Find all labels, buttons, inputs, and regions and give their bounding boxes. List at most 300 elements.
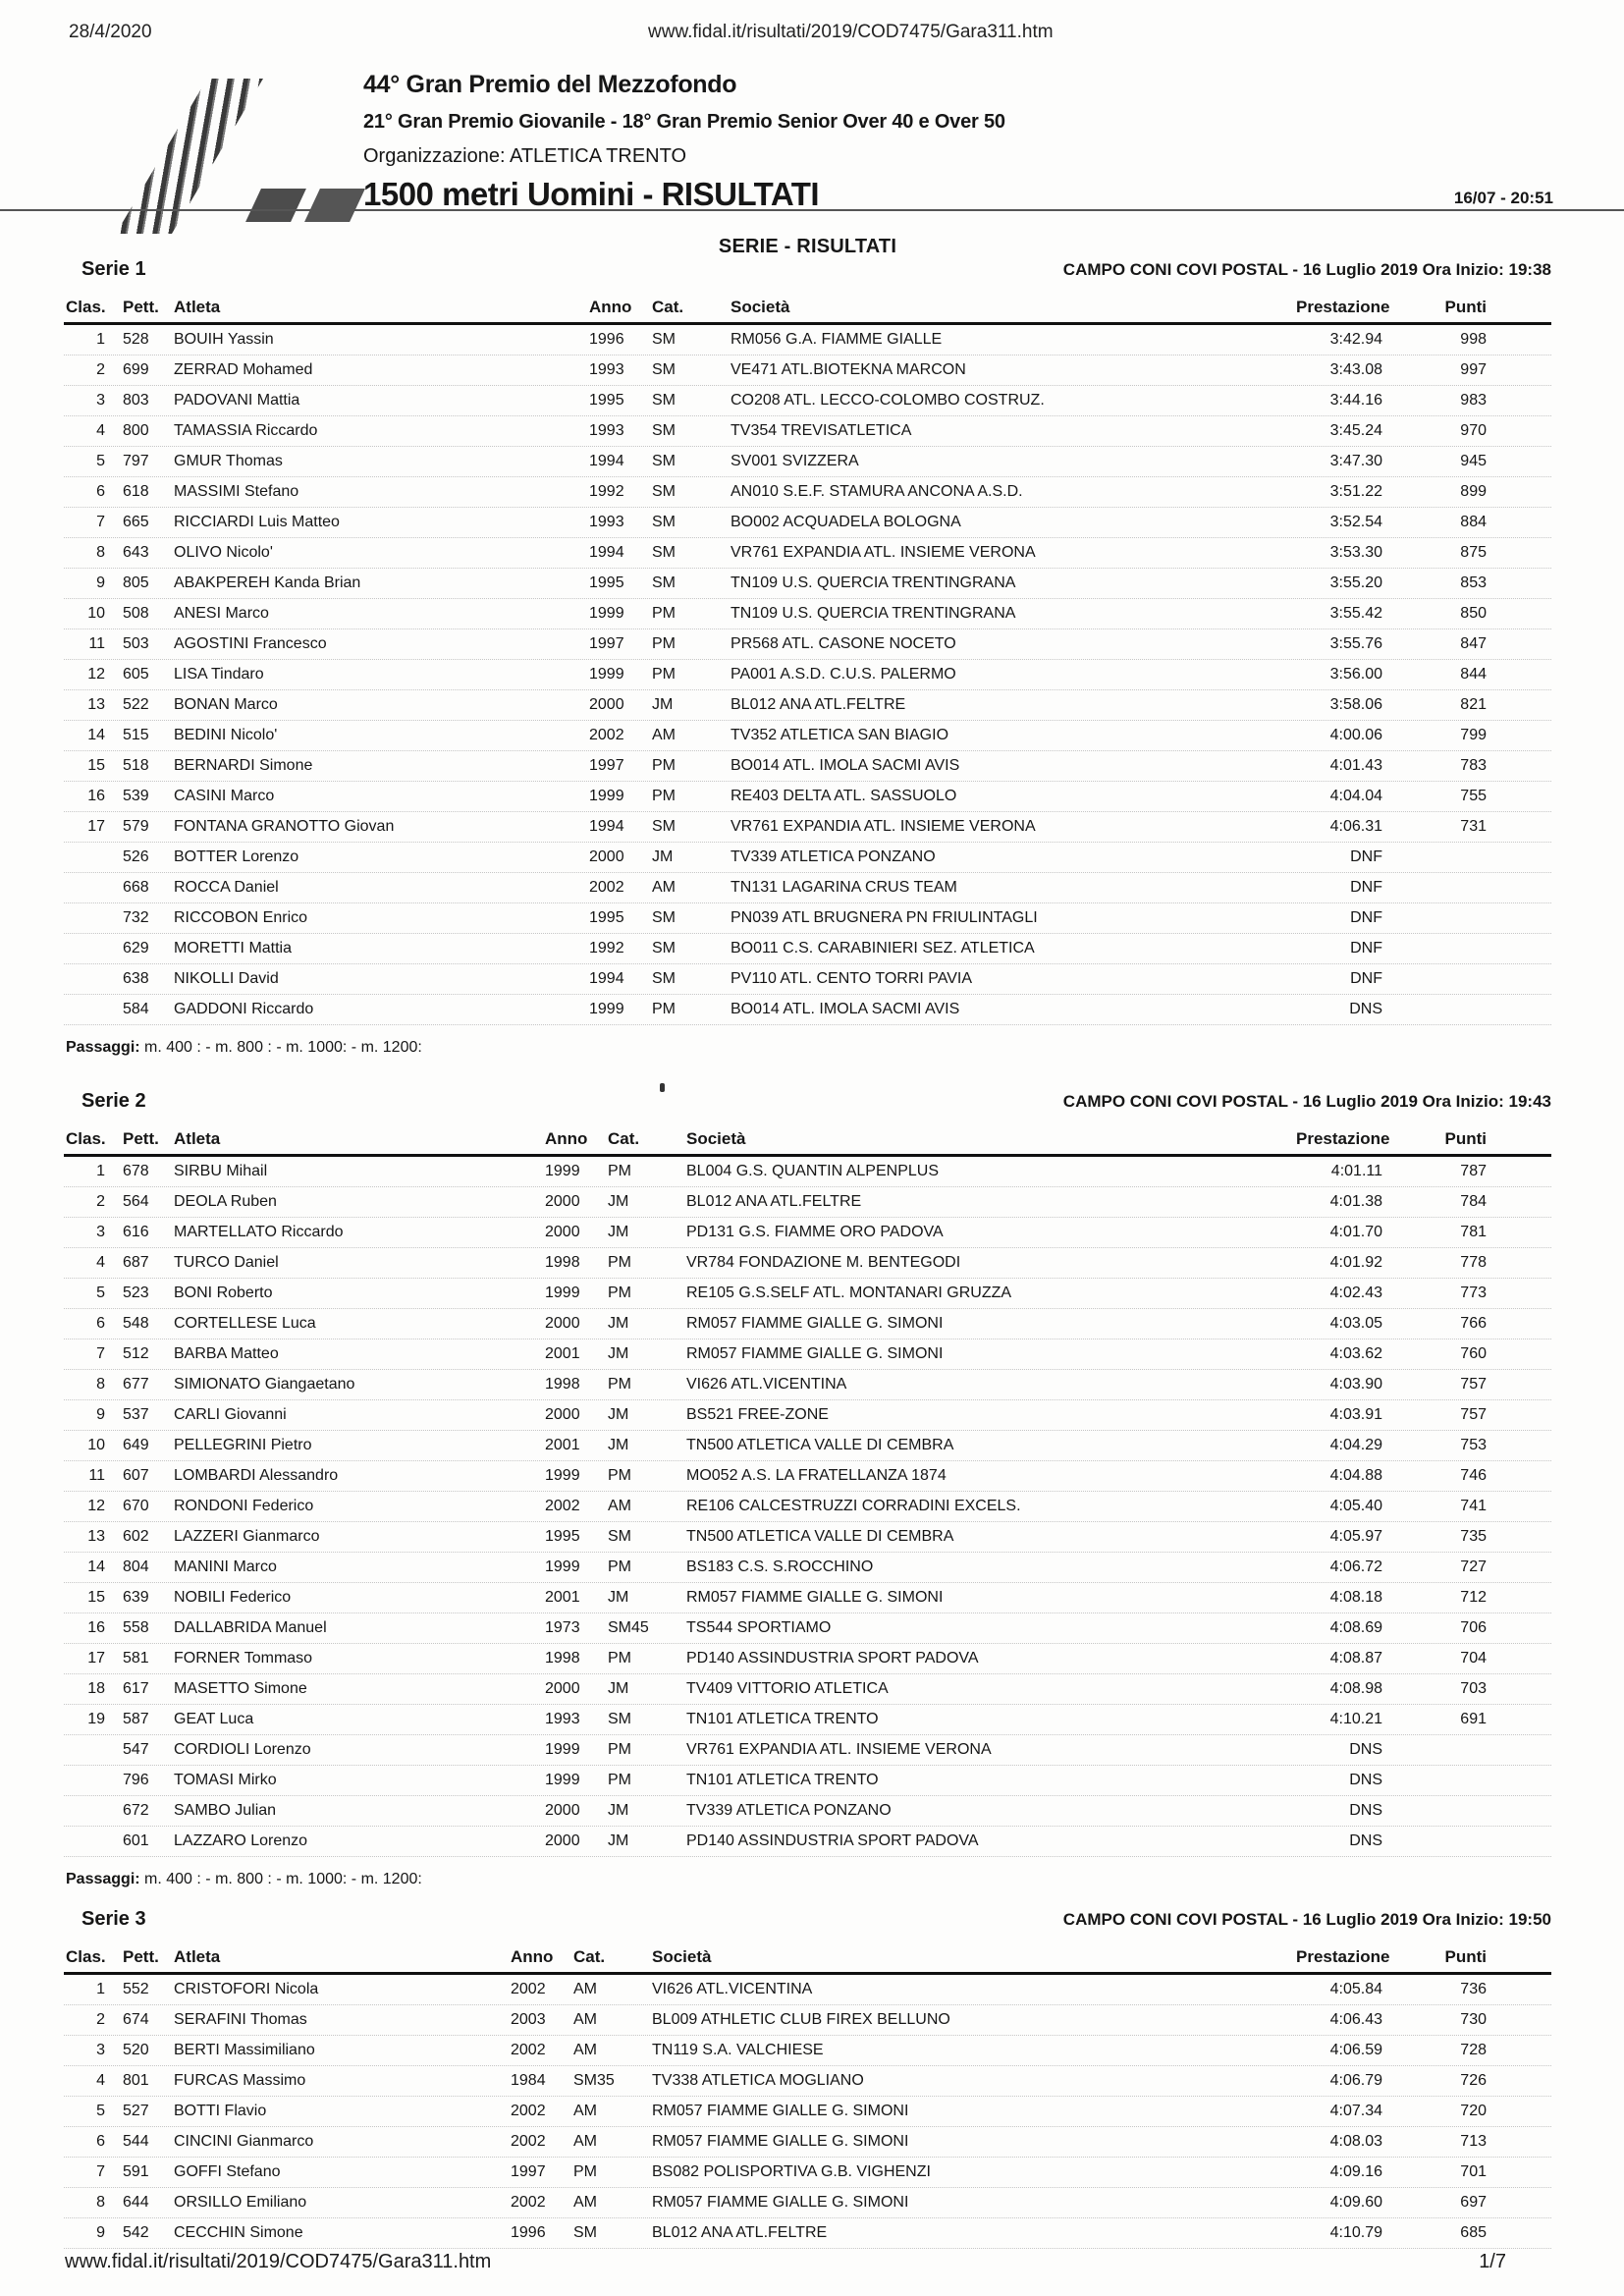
cell-cat: SM xyxy=(652,544,676,561)
cell-punti: 755 xyxy=(1460,788,1487,804)
cell-pett: 643 xyxy=(123,544,149,561)
cell-punti: 736 xyxy=(1460,1981,1487,1997)
cell-atleta: RONDONI Federico xyxy=(174,1498,314,1514)
cell-punti: 726 xyxy=(1460,2072,1487,2089)
table-row xyxy=(64,1827,1551,1857)
cell-pett: 564 xyxy=(123,1193,149,1210)
cell-atleta: SIMIONATO Giangaetano xyxy=(174,1376,355,1393)
cell-societa: TV339 ATLETICA PONZANO xyxy=(686,1802,892,1819)
table-row xyxy=(64,873,1551,903)
cell-anno: 1995 xyxy=(589,909,624,926)
table-row xyxy=(64,538,1551,569)
cell-pett: 629 xyxy=(123,940,149,957)
table-row xyxy=(64,1553,1551,1583)
cell-clas: 1 xyxy=(96,1163,105,1179)
cell-anno: 1999 xyxy=(545,1467,580,1484)
cell-clas: 4 xyxy=(96,1254,105,1271)
cell-punti: 781 xyxy=(1460,1224,1487,1240)
cell-atleta: BONAN Marco xyxy=(174,696,278,713)
cell-cat: SM xyxy=(652,392,676,409)
cell-societa: VE471 ATL.BIOTEKNA MARCON xyxy=(731,361,966,378)
table-row xyxy=(64,1248,1551,1279)
header-cell-clas: Clas. xyxy=(66,1129,106,1148)
race-title: 1500 metri Uomini - RISULTATI xyxy=(363,176,820,212)
cell-punti: 757 xyxy=(1460,1406,1487,1423)
cell-pett: 796 xyxy=(123,1772,149,1788)
cell-clas: 3 xyxy=(96,392,105,409)
cell-anno: 1973 xyxy=(545,1619,580,1636)
cell-cat: SM xyxy=(652,483,676,500)
table-body xyxy=(64,1975,1551,2249)
cell-pett: 674 xyxy=(123,2011,149,2028)
cell-anno: 1999 xyxy=(589,1001,624,1017)
cell-pett: 508 xyxy=(123,605,149,622)
cell-atleta: NIKOLLI David xyxy=(174,970,279,987)
cell-societa: BL004 G.S. QUANTIN ALPENPLUS xyxy=(686,1163,939,1179)
cell-cat: PM xyxy=(608,1254,631,1271)
cell-anno: 2002 xyxy=(511,2133,546,2150)
cell-societa: VR761 EXPANDIA ATL. INSIEME VERONA xyxy=(731,544,1036,561)
cell-societa: TN500 ATLETICA VALLE DI CEMBRA xyxy=(686,1437,954,1453)
passaggi-note xyxy=(64,1039,1551,1057)
header-cell-punti: Punti xyxy=(1444,1129,1487,1148)
fidal-logo xyxy=(116,71,342,238)
cell-atleta: LOMBARDI Alessandro xyxy=(174,1467,339,1484)
cell-anno: 1993 xyxy=(589,514,624,530)
series-section xyxy=(64,1057,1551,1888)
cell-societa: RM057 FIAMME GIALLE G. SIMONI xyxy=(686,1589,944,1606)
cell-societa: RM057 FIAMME GIALLE G. SIMONI xyxy=(652,2103,909,2119)
cell-cat: SM45 xyxy=(608,1619,649,1636)
table-row xyxy=(64,660,1551,690)
cell-prestazione: 3:51.22 xyxy=(1329,483,1382,500)
cell-punti: 735 xyxy=(1460,1528,1487,1545)
cell-societa: BS082 POLISPORTIVA G.B. VIGHENZI xyxy=(652,2163,931,2180)
cell-pett: 670 xyxy=(123,1498,149,1514)
cell-anno: 1999 xyxy=(545,1163,580,1179)
cell-clas: 7 xyxy=(96,514,105,530)
cell-pett: 801 xyxy=(123,2072,149,2089)
table-row xyxy=(64,2218,1551,2249)
cell-pett: 618 xyxy=(123,483,149,500)
cell-punti: 741 xyxy=(1460,1498,1487,1514)
cell-pett: 699 xyxy=(123,361,149,378)
table-row xyxy=(64,1766,1551,1796)
event-title: 44° Gran Premio del Mezzofondo xyxy=(363,71,737,98)
cell-prestazione: 4:01.92 xyxy=(1329,1254,1382,1271)
cell-societa: RM056 G.A. FIAMME GIALLE xyxy=(731,331,943,348)
cell-pett: 518 xyxy=(123,757,149,774)
header-cell-prestazione: Prestazione xyxy=(1296,1129,1390,1148)
cell-clas: 14 xyxy=(87,727,105,743)
cell-atleta: SAMBO Julian xyxy=(174,1802,277,1819)
cell-prestazione: 3:43.08 xyxy=(1329,361,1382,378)
table-row xyxy=(64,2188,1551,2218)
cell-anno: 2000 xyxy=(545,1224,580,1240)
cell-pett: 544 xyxy=(123,2133,149,2150)
cell-clas: 6 xyxy=(96,1315,105,1332)
cell-prestazione: DNS xyxy=(1349,1772,1382,1788)
cell-pett: 677 xyxy=(123,1376,149,1393)
cell-cat: PM xyxy=(652,788,676,804)
cell-atleta: FURCAS Massimo xyxy=(174,2072,306,2089)
header-cell-anno: Anno xyxy=(589,298,632,316)
cell-societa: AN010 S.E.F. STAMURA ANCONA A.S.D. xyxy=(731,483,1023,500)
cell-atleta: CARLI Giovanni xyxy=(174,1406,287,1423)
cell-punti: 753 xyxy=(1460,1437,1487,1453)
cell-punti: 685 xyxy=(1460,2224,1487,2241)
cell-prestazione: 4:08.98 xyxy=(1329,1680,1382,1697)
header-cell-punti: Punti xyxy=(1444,298,1487,316)
cell-punti: 704 xyxy=(1460,1650,1487,1667)
series-venue: CAMPO CONI COVI POSTAL - 16 Luglio 2019 Ora Inizio: 19:50 xyxy=(1062,1910,1551,1929)
cell-anno: 1999 xyxy=(545,1285,580,1301)
cell-punti: 766 xyxy=(1460,1315,1487,1332)
cell-societa: BO014 ATL. IMOLA SACMI AVIS xyxy=(731,1001,960,1017)
table-row xyxy=(64,1157,1551,1187)
header-divider xyxy=(0,209,1624,211)
table-body xyxy=(64,325,1551,1025)
cell-pett: 581 xyxy=(123,1650,149,1667)
cell-societa: BL012 ANA ATL.FELTRE xyxy=(652,2224,828,2241)
cell-cat: AM xyxy=(573,2011,597,2028)
cell-prestazione: DNS xyxy=(1349,1741,1382,1758)
cell-societa: PR568 ATL. CASONE NOCETO xyxy=(731,635,956,652)
cell-anno: 1997 xyxy=(589,757,624,774)
cell-cat: SM xyxy=(652,970,676,987)
fidal-logo-foot-icon xyxy=(245,189,306,222)
cell-atleta: NOBILI Federico xyxy=(174,1589,292,1606)
table-row xyxy=(64,1218,1551,1248)
cell-cat: PM xyxy=(652,757,676,774)
cell-cat: PM xyxy=(608,1650,631,1667)
cell-atleta: LISA Tindaro xyxy=(174,666,264,683)
passaggi-values: m. 400 : - m. 800 : - m. 1000: - m. 1200: xyxy=(139,1871,422,1887)
cell-societa: RM057 FIAMME GIALLE G. SIMONI xyxy=(652,2194,909,2211)
header-cell-atleta: Atleta xyxy=(174,1129,221,1148)
cell-societa: RE403 DELTA ATL. SASSUOLO xyxy=(731,788,957,804)
cell-clas: 6 xyxy=(96,483,105,500)
cell-anno: 1994 xyxy=(589,818,624,835)
cell-anno: 2002 xyxy=(511,1981,546,1997)
cell-clas: 14 xyxy=(87,1558,105,1575)
cell-anno: 1998 xyxy=(545,1376,580,1393)
cell-atleta: FONTANA GRANOTTO Giovan xyxy=(174,818,395,835)
cell-clas: 13 xyxy=(87,696,105,713)
cell-cat: SM xyxy=(652,331,676,348)
cell-societa: RE105 G.S.SELF ATL. MONTANARI GRUZZA xyxy=(686,1285,1012,1301)
cell-anno: 1993 xyxy=(589,361,624,378)
cell-clas: 3 xyxy=(96,2042,105,2058)
cell-societa: PA001 A.S.D. C.U.S. PALERMO xyxy=(731,666,956,683)
cell-societa: RM057 FIAMME GIALLE G. SIMONI xyxy=(652,2133,909,2150)
cell-anno: 1999 xyxy=(589,788,624,804)
cell-atleta: GEAT Luca xyxy=(174,1711,254,1727)
cell-anno: 2001 xyxy=(545,1437,580,1453)
series-venue: CAMPO CONI COVI POSTAL - 16 Luglio 2019 Ora Inizio: 19:43 xyxy=(1062,1092,1551,1111)
cell-cat: SM xyxy=(652,453,676,469)
cell-punti: 713 xyxy=(1460,2133,1487,2150)
cell-anno: 1993 xyxy=(589,422,624,439)
cell-punti: 945 xyxy=(1460,453,1487,469)
cell-punti: 773 xyxy=(1460,1285,1487,1301)
cell-clas: 10 xyxy=(87,1437,105,1453)
cell-punti: 997 xyxy=(1460,361,1487,378)
cell-anno: 2001 xyxy=(545,1345,580,1362)
cell-atleta: LAZZERI Gianmarco xyxy=(174,1528,320,1545)
table-row xyxy=(64,1339,1551,1370)
cell-societa: TV352 ATLETICA SAN BIAGIO xyxy=(731,727,949,743)
cell-prestazione: 4:09.16 xyxy=(1329,2163,1382,2180)
header-cell-cat: Cat. xyxy=(608,1129,640,1148)
cell-atleta: CINCINI Gianmarco xyxy=(174,2133,314,2150)
cell-atleta: OLIVO Nicolo' xyxy=(174,544,273,561)
cell-prestazione: 3:44.16 xyxy=(1329,392,1382,409)
cell-prestazione: 4:06.72 xyxy=(1329,1558,1382,1575)
cell-pett: 616 xyxy=(123,1224,149,1240)
cell-pett: 800 xyxy=(123,422,149,439)
header-cell-prestazione: Prestazione xyxy=(1296,1947,1390,1966)
cell-pett: 591 xyxy=(123,2163,149,2180)
cell-anno: 1994 xyxy=(589,544,624,561)
cell-cat: AM xyxy=(608,1498,631,1514)
cell-prestazione: 4:04.04 xyxy=(1329,788,1382,804)
cell-pett: 672 xyxy=(123,1802,149,1819)
cell-societa: PD140 ASSINDUSTRIA SPORT PADOVA xyxy=(686,1650,979,1667)
cell-cat: JM xyxy=(608,1345,629,1362)
cell-pett: 649 xyxy=(123,1437,149,1453)
cell-cat: SM xyxy=(608,1711,631,1727)
cell-anno: 1998 xyxy=(545,1650,580,1667)
cell-punti: 691 xyxy=(1460,1711,1487,1727)
cell-anno: 2000 xyxy=(545,1315,580,1332)
cell-societa: PD131 G.S. FIAMME ORO PADOVA xyxy=(686,1224,944,1240)
cell-anno: 1992 xyxy=(589,483,624,500)
cell-prestazione: 4:03.91 xyxy=(1329,1406,1382,1423)
cell-cat: PM xyxy=(608,1741,631,1758)
cell-anno: 1999 xyxy=(589,605,624,622)
cell-societa: TN101 ATLETICA TRENTO xyxy=(686,1772,879,1788)
cell-atleta: MANINI Marco xyxy=(174,1558,277,1575)
cell-clas: 15 xyxy=(87,757,105,774)
cell-cat: JM xyxy=(608,1802,629,1819)
cell-clas: 5 xyxy=(96,453,105,469)
cell-atleta: RICCIARDI Luis Matteo xyxy=(174,514,340,530)
cell-anno: 2000 xyxy=(545,1832,580,1849)
cell-societa: RM057 FIAMME GIALLE G. SIMONI xyxy=(686,1345,944,1362)
cell-clas: 11 xyxy=(88,1467,105,1484)
header-cell-anno: Anno xyxy=(511,1947,554,1966)
cell-atleta: BOTTI Flavio xyxy=(174,2103,267,2119)
table-row xyxy=(64,386,1551,416)
page-number: 1/7 xyxy=(1479,2251,1506,2272)
cell-prestazione: 4:05.84 xyxy=(1329,1981,1382,1997)
cell-atleta: CORDIOLI Lorenzo xyxy=(174,1741,311,1758)
cell-cat: PM xyxy=(652,1001,676,1017)
cell-prestazione: DNF xyxy=(1350,848,1382,865)
cell-punti: 983 xyxy=(1460,392,1487,409)
cell-cat: JM xyxy=(652,848,674,865)
cell-atleta: BERTI Massimiliano xyxy=(174,2042,315,2058)
cell-prestazione: 3:56.00 xyxy=(1329,666,1382,683)
cell-clas: 17 xyxy=(87,1650,105,1667)
cell-prestazione: 4:05.97 xyxy=(1329,1528,1382,1545)
cell-cat: PM xyxy=(608,1285,631,1301)
cell-clas: 15 xyxy=(87,1589,105,1606)
cell-pett: 547 xyxy=(123,1741,149,1758)
header-cell-atleta: Atleta xyxy=(174,298,221,316)
series-section xyxy=(64,258,1551,1057)
cell-anno: 2000 xyxy=(589,848,624,865)
header-cell-pett: Pett. xyxy=(123,1129,159,1148)
cell-anno: 2000 xyxy=(545,1193,580,1210)
cell-punti: 778 xyxy=(1460,1254,1487,1271)
table-row xyxy=(64,1309,1551,1339)
cell-atleta: MARTELLATO Riccardo xyxy=(174,1224,344,1240)
cell-societa: TV339 ATLETICA PONZANO xyxy=(731,848,936,865)
cell-punti: 799 xyxy=(1460,727,1487,743)
table-row xyxy=(64,964,1551,995)
cell-societa: BO014 ATL. IMOLA SACMI AVIS xyxy=(731,757,960,774)
cell-pett: 617 xyxy=(123,1680,149,1697)
cell-pett: 512 xyxy=(123,1345,149,1362)
cell-prestazione: 4:06.43 xyxy=(1329,2011,1382,2028)
table-row xyxy=(64,782,1551,812)
cell-atleta: SIRBU Mihail xyxy=(174,1163,268,1179)
series-root xyxy=(64,258,1551,2249)
cell-pett: 797 xyxy=(123,453,149,469)
cell-anno: 1998 xyxy=(545,1254,580,1271)
cell-societa: BO011 C.S. CARABINIERI SEZ. ATLETICA xyxy=(731,940,1035,957)
table-row xyxy=(64,569,1551,599)
cell-clas: 2 xyxy=(96,1193,105,1210)
cell-clas: 9 xyxy=(96,2224,105,2241)
cell-punti: 701 xyxy=(1460,2163,1487,2180)
header-cell-anno: Anno xyxy=(545,1129,588,1148)
cell-punti: 899 xyxy=(1460,483,1487,500)
cell-atleta: AGOSTINI Francesco xyxy=(174,635,327,652)
cell-societa: VR761 EXPANDIA ATL. INSIEME VERONA xyxy=(686,1741,992,1758)
header-cell-clas: Clas. xyxy=(66,1947,106,1966)
cell-atleta: ABAKPEREH Kanda Brian xyxy=(174,574,361,591)
cell-punti: 697 xyxy=(1460,2194,1487,2211)
cell-prestazione: 4:05.40 xyxy=(1329,1498,1382,1514)
cell-pett: 607 xyxy=(123,1467,149,1484)
cell-punti: 821 xyxy=(1460,696,1487,713)
header-cell-pett: Pett. xyxy=(123,298,159,316)
cell-cat: JM xyxy=(608,1437,629,1453)
table-row xyxy=(64,477,1551,508)
cell-punti: 783 xyxy=(1460,757,1487,774)
cell-anno: 1995 xyxy=(589,392,624,409)
cell-punti: 784 xyxy=(1460,1193,1487,1210)
cell-pett: 732 xyxy=(123,909,149,926)
cell-cat: PM xyxy=(608,1558,631,1575)
cell-clas: 5 xyxy=(96,2103,105,2119)
table-row xyxy=(64,2036,1551,2066)
cell-societa: TS544 SPORTIAMO xyxy=(686,1619,832,1636)
cell-cat: AM xyxy=(573,2133,597,2150)
cell-societa: VI626 ATL.VICENTINA xyxy=(686,1376,847,1393)
series-name: Serie 1 xyxy=(81,258,146,280)
cell-anno: 2000 xyxy=(589,696,624,713)
cell-anno: 2002 xyxy=(511,2103,546,2119)
table-row xyxy=(64,995,1551,1025)
cell-anno: 1995 xyxy=(545,1528,580,1545)
cell-cat: PM xyxy=(608,1772,631,1788)
cell-cat: SM xyxy=(652,574,676,591)
cell-societa: SV001 SVIZZERA xyxy=(731,453,859,469)
cell-prestazione: DNS xyxy=(1349,1001,1382,1017)
cell-pett: 601 xyxy=(123,1832,149,1849)
cell-societa: TV409 VITTORIO ATLETICA xyxy=(686,1680,889,1697)
cell-societa: TV338 ATLETICA MOGLIANO xyxy=(652,2072,864,2089)
cell-cat: JM xyxy=(608,1315,629,1332)
cell-punti: 853 xyxy=(1460,574,1487,591)
cell-cat: PM xyxy=(652,666,676,683)
cell-prestazione: 4:01.11 xyxy=(1330,1163,1382,1179)
cell-cat: SM xyxy=(608,1528,631,1545)
cell-prestazione: DNF xyxy=(1350,970,1382,987)
cell-pett: 542 xyxy=(123,2224,149,2241)
cell-prestazione: 4:00.06 xyxy=(1329,727,1382,743)
cell-cat: SM xyxy=(652,909,676,926)
cell-punti: 844 xyxy=(1460,666,1487,683)
cell-atleta: BOTTER Lorenzo xyxy=(174,848,299,865)
cell-pett: 503 xyxy=(123,635,149,652)
cell-cat: SM xyxy=(652,818,676,835)
cell-societa: TN101 ATLETICA TRENTO xyxy=(686,1711,879,1727)
cell-prestazione: DNS xyxy=(1349,1802,1382,1819)
cell-anno: 1999 xyxy=(545,1772,580,1788)
header-cell-cat: Cat. xyxy=(573,1947,606,1966)
cell-anno: 1994 xyxy=(589,453,624,469)
cell-prestazione: 3:58.06 xyxy=(1329,696,1382,713)
cell-prestazione: 4:01.43 xyxy=(1329,757,1382,774)
table-row xyxy=(64,934,1551,964)
cell-atleta: TOMASI Mirko xyxy=(174,1772,277,1788)
cell-anno: 2002 xyxy=(589,727,624,743)
cell-societa: MO052 A.S. LA FRATELLANZA 1874 xyxy=(686,1467,947,1484)
cell-prestazione: 4:06.31 xyxy=(1329,818,1382,835)
cell-atleta: BERNARDI Simone xyxy=(174,757,313,774)
masthead xyxy=(363,71,1345,213)
cell-cat: PM xyxy=(573,2163,597,2180)
cell-punti: 787 xyxy=(1460,1163,1487,1179)
cell-pett: 552 xyxy=(123,1981,149,1997)
cell-clas: 4 xyxy=(96,422,105,439)
cell-pett: 520 xyxy=(123,2042,149,2058)
cell-cat: PM xyxy=(608,1467,631,1484)
cell-societa: BL012 ANA ATL.FELTRE xyxy=(731,696,906,713)
scan-artifact-dot xyxy=(660,1083,665,1092)
cell-anno: 2002 xyxy=(511,2194,546,2211)
cell-societa: TN119 S.A. VALCHIESE xyxy=(652,2042,824,2058)
cell-societa: PD140 ASSINDUSTRIA SPORT PADOVA xyxy=(686,1832,979,1849)
cell-cat: JM xyxy=(608,1224,629,1240)
cell-prestazione: 4:03.90 xyxy=(1329,1376,1382,1393)
cell-atleta: MASSIMI Stefano xyxy=(174,483,299,500)
cell-atleta: ANESI Marco xyxy=(174,605,269,622)
cell-prestazione: 4:07.34 xyxy=(1329,2103,1382,2119)
cell-punti: 850 xyxy=(1460,605,1487,622)
cell-prestazione: 4:08.87 xyxy=(1329,1650,1382,1667)
header-cell-societa: Società xyxy=(686,1129,746,1148)
cell-atleta: BARBA Matteo xyxy=(174,1345,279,1362)
cell-anno: 1997 xyxy=(589,635,624,652)
table-row xyxy=(64,1644,1551,1674)
table-row xyxy=(64,416,1551,447)
